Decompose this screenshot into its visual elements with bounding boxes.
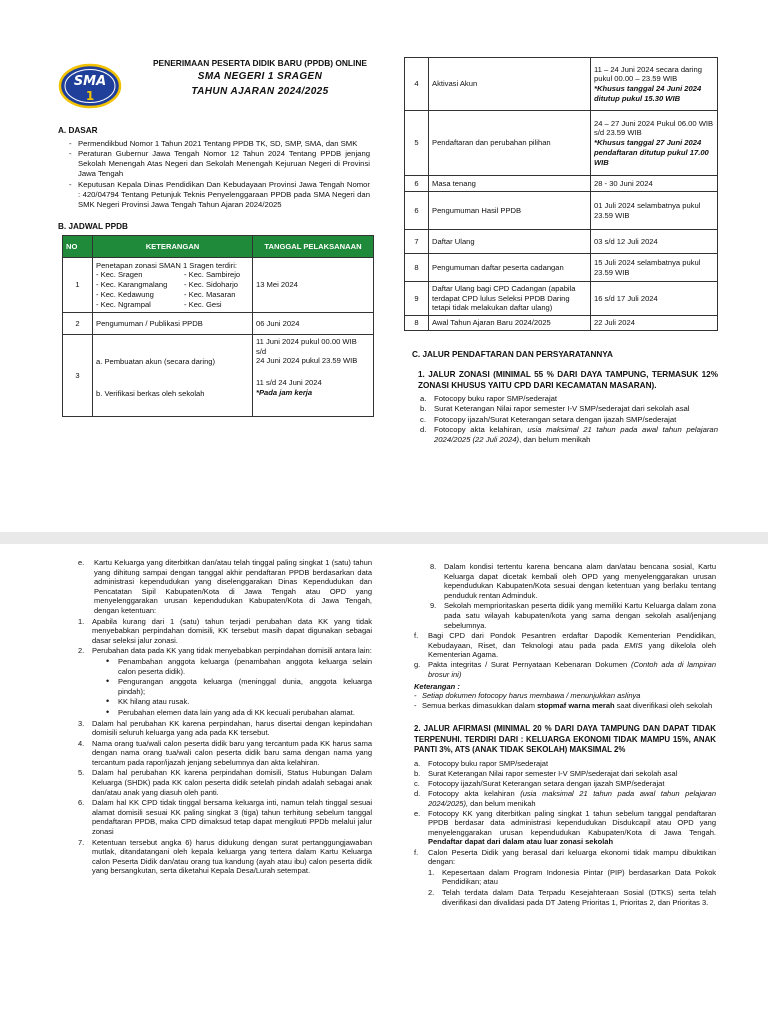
row-date: 01 Juli 2024 selambatnya pukul 23.59 WIB [591,192,718,230]
row3-date-2: s/d [256,346,267,356]
item-marker: f. [414,847,419,857]
row3-item-a: a. Pembuatan akun (secara daring) [96,356,216,366]
dasar-item: - Peraturan Gubernur Jawa Tengah Nomor 12 Tahun 2024 Tentang PPDB jenjang Sekolah Menengah Atas Negeri dan Sekolah Menengah Kejuruan Negeri di Provinsi Jawa Tengah [68,149,370,179]
item-marker: f. [414,631,419,641]
dasar-item: - Keputusan Kepala Dinas Pendidikan Dan Kebudayaan Provinsi Jawa Tengah Nomor : 420/04794 Tentang Petunjuk Teknis Penyelenggaraan PPDB pada SMA Negeri dan SMK Negeri Provinsi Jawa Tengah Tahun Ajaran 2024/2025 [68,180,370,210]
row-keterangan: Pengumuman / Publikasi PPDB [93,313,253,335]
item-text: Fotocopy KK yang diterbitkan paling singkat 1 tahun sebelum tanggal pendaftaran PPDB berdasar data administrasi kependudukan Disdukcapil atau OPD yang menyelenggarakan urusan kependudukan Kabupaten/Kota di Jawa Tengah. [428,808,716,837]
requirement-item [414,848,716,908]
requirement-item [420,425,718,445]
dasar-list [68,139,370,210]
table-row [63,258,374,313]
keterangan-title: Keterangan : [414,681,460,691]
requirement-item [414,809,716,847]
item-text: Dalam hal perubahan KK karena perpindahan, harus disertai dengan kepindahan domisili seluruh keluarga yang ada pada KK tersebut. [92,718,372,738]
item-text: Fotocopy akta kelahiran [428,789,521,799]
table-row [405,192,718,230]
item-text: Fotocopy ijazah/Surat Keterangan setara dengan ijazah SMP/sederajat [428,778,665,788]
ketentuan-list [78,617,372,876]
table-row [405,254,718,282]
list-item [78,646,372,717]
bullet-item: • KK hilang atau rusak. [106,697,372,707]
jalur-afirmasi-requirements [414,759,716,907]
row-no: 6 [405,192,429,230]
kecamatan-item: - Kec. Ngrampal [96,299,151,309]
row-keterangan: Daftar Ulang [429,230,591,254]
header-school-name: SMA NEGERI 1 SRAGEN [197,70,323,82]
item-text: dan belum menikah [468,798,536,808]
bullet-item: • Penambahan anggota keluarga (penambahan anggota keluarga selain calon peserta didik). [106,657,372,676]
item-text: saat diverifikasi oleh sekolah [614,700,713,710]
table-row [405,230,718,254]
row-keterangan: Masa tenang [429,176,591,192]
item-marker: 1. [78,616,85,626]
table-row [405,316,718,331]
brochure-page-2 [0,544,768,1024]
item-text: Fotocopy ijazah/Surat Keterangan setara dengan ijazah SMP/sederajat [434,414,677,424]
jalur-zonasi [418,370,718,445]
row-date-text: 11 – 24 Juni 2024 secara daring pukul 00.00 – 23.59 WIB [594,64,702,84]
item-marker: e. [414,808,421,818]
section-a-title: A. DASAR [58,126,98,135]
row-keterangan: Pengumuman daftar peserta cadangan [429,254,591,282]
item-marker: b. [414,768,421,778]
item-marker: g. [414,660,421,670]
item-marker: 3. [78,718,85,728]
kecamatan-item: - Kec. Gesi [184,299,222,309]
row-keterangan [93,335,253,417]
row-no: 3 [63,335,93,417]
dasar-item: - Permendikbud Nomor 1 Tahun 2021 Tentang PPDB TK, SD, SMP, SMA, dan SMK [68,139,370,149]
left-column [78,558,372,877]
sub-list [428,868,716,907]
item-marker: b. [420,404,427,414]
row-note: *Khusus tanggal 24 Juni 2024 ditutup pukul 15.30 WIB [594,84,702,103]
item-marker: e. [78,558,85,567]
row-date: 22 Juli 2024 [591,316,718,331]
logo-text-sma: SMA [73,74,107,89]
row-no: 9 [405,282,429,316]
school-logo [58,62,122,110]
row3-date-1: 11 Juni 2024 pukul 00.00 WIB [256,337,357,346]
list-item [78,768,372,797]
requirement-item [420,404,718,414]
item-text: , dan belum menikah [519,434,591,444]
logo-text-one: 1 [85,89,95,103]
jalur-afirmasi-title: 2. JALUR AFIRMASI (MINIMAL 20 % DARI DAYA TAMPUNG DAN DAPAT TIDAK TERPENUHI. TERDIRI DARI : KELUARGA EKONOMI TIDAK MAMPU 15%, ANAK PANTI 3%, ATS (ANAK TIDAK SEKOLAH) MAKSIMAL 2% [414,724,716,754]
schedule-table-1 [62,235,374,417]
row-no: 6 [405,176,429,192]
item-text: Pakta integritas / Surat Pernyataan Kebenaran Dokumen [428,660,631,670]
row3-note: *Pada jam kerja [256,387,313,397]
row-keterangan: Pendaftaran dan perubahan pilihan [429,111,591,176]
item-e [78,558,372,616]
brochure-header [130,58,390,98]
item-marker: 5. [78,768,85,778]
table-row [405,176,718,192]
item-text-bold: stopmaf warna merah [537,700,615,710]
item-marker: c. [414,778,420,788]
item-text: Fotocopy akta kelahiran, [434,425,528,435]
kecamatan-item: - Kec. Kedawung [96,289,154,299]
list-item [78,719,372,738]
row-date-text: 24 – 27 Juni 2024 Pukul 06.00 WIB s/d 23.59 WIB [594,118,714,138]
row-no: 8 [405,316,429,331]
list-item [414,660,716,679]
row-date: 06 Juni 2024 [253,313,374,335]
item-marker: 4. [78,738,85,748]
item-text: Apabila kurang dari 1 (satu) tahun terjadi perubahan data KK yang tidak menyebabkan perpindahan domisili, KK tersebut masih dapat digunakan sebagai dasar seleksi jalur zonasi. [92,616,372,645]
item-text: Surat Keterangan Nilai rapor semester I-V SMP/sederajat dari sekolah asal [428,768,678,778]
table-row [405,282,718,316]
list-item [430,601,716,630]
row3-item-b: b. Verifikasi berkas oleh sekolah [96,388,205,398]
item-text: Bagi CPD dari Pondok Pesantren erdaftar Dapodik Kementerian Pendidikan, Kebudayaan, Riset, dan Teknologi atau pada pada [428,631,716,650]
item-text: Dalam kondisi tertentu karena bencana alam dan/atau bencana sosial, Kartu Keluarga dapat dicetak kembali oleh OPD yang menyelenggarakan urusan kependudukan Kabupaten/Kota sesuai dengan ketentuan yang berlaku tentang penduduk rentan Adminduk. [444,562,716,600]
jalur-zonasi-title: 1. JALUR ZONASI (MINIMAL 55 % DARI DAYA TAMPUNG, TERMASUK 12% ZONASI KHUSUS YAITU CPD DARI KECAMATAN MASARAN). [418,370,718,390]
item-text: Dalam hal perubahan KK karena perpindahan domisili, Status Hubungan Dalam Keluarga (SHDK) pada KK calon peserta didik setelah pindah adalah sebagai anak dan/atau anak yang diasuh oleh panti. [92,768,372,797]
item-text-italic: usia maksimal 21 tahun pada awal tahun pelajaran 2024/2025 (22 Juli 2024) [434,425,718,444]
item-marker: 7. [78,837,85,847]
kecamatan-item: - Kec. Sambirejo [184,270,241,280]
row-no: 1 [63,258,93,313]
list-item [430,562,716,600]
bullet-item: • Pengurangan anggota keluarga (meninggal dunia, anggota keluarga pindah); [106,677,372,696]
row-date [253,335,374,417]
keterangan-list [414,691,716,710]
item-text-italic: (Contoh ada di lampiran brosur ini) [428,660,716,680]
item-text-bold: Pendaftar dapat dari dalam atau luar zonasi sekolah [428,837,614,847]
item-marker: 8. [430,562,437,571]
section-dasar [58,126,370,211]
row-keterangan: Pengumuman Hasil PPDB [429,192,591,230]
row-no: 2 [63,313,93,335]
keterangan-item: - Setiap dokumen fotocopy harus membawa / menunjukkan aslinya [414,691,716,701]
table-row [405,58,718,111]
table-row [405,111,718,176]
kecamatan-columns [96,270,249,309]
bullet-list [106,657,372,718]
item-text: Perubahan data pada KK yang tidak menyebabkan perpindahan domisili antara lain: [92,646,372,656]
item-text: yang dikelola oleh Kementerian Agama. [428,640,716,660]
row-date: 13 Mei 2024 [253,258,374,313]
row-keterangan: Aktivasi Akun [429,58,591,111]
item-text: Telah terdata dalam Data Terpadu Kesejahteraan Sosial (DTKS) serta telah diverifikasi dan divalidasi pada DT Jateng Prioritas 1, Prioritas 2, dan Prioritas 3. [442,887,716,907]
zonasi-intro: Penetapan zonasi SMAN 1 Sragen terdiri: [96,260,237,270]
table-row [63,335,374,417]
item-text: Fotocopy buku rapor SMP/sederajat [434,394,558,403]
item-text: Calon Peserta Didik yang berasal dari keluarga ekonomi tidak mampu dibuktikan dengan: [428,847,716,867]
item-text-italic: EMIS [624,640,643,650]
list-item [428,868,716,887]
list-item [414,631,716,660]
requirement-item [414,759,716,769]
item-marker: 6. [78,798,85,808]
header-line-1: PENERIMAAN PESERTA DIDIK BARU (PPDB) ONLINE [152,58,368,68]
item-text: Fotocopy buku rapor SMP/sederajat [428,758,549,768]
kecamatan-item: - Kec. Masaran [184,289,236,299]
item-marker: 2. [78,646,85,656]
section-c-title: C. JALUR PENDAFTARAN DAN PERSYARATANNYA [412,350,613,359]
bullet-item: • Perubahan elemen data lain yang ada di KK kecuali perubahan alamat. [106,708,372,718]
item-text: Semua berkas dimasukkan dalam [422,700,538,710]
table-header-row [63,236,374,258]
header-tanggal: TANGGAL PELAKSANAAN [253,236,374,258]
item-e-intro: Kartu Keluarga yang diterbitkan dan/atau telah tinggal paling singkat 1 (satu) tahun yang dihitung sampai dengan tanggal akhir pendaftaran PPDB berdasarkan data administrasi kependudukan yang diselenggarakan Dinas Kependudukan dan Pencatatan Sipil Kabupaten/Kota di Jawa Tengah atau OPD yang menyelenggarakan urusan kependudukan Kabupaten/Kota di Jawa Tengah, dengan ketentuan: [94,558,372,615]
section-b-title: B. JADWAL PPDB [58,222,128,231]
item-text: Ketentuan tersebut angka 6) harus didukung dengan surat pertanggungjawaban mutlak, ditandatangani oleh kepala keluarga yang tertera dalam Kartu Keluarga calon Peserta Didik dan/atau orang tua kandung (ayah atau ibu) calon peserta didik yang bersangkutan, serta diketahui Kepala Desa/Lurah setempat. [92,837,372,876]
row3-date-3: 24 Juni 2024 pukul 23.59 WIB [256,356,358,366]
requirement-item [414,789,716,808]
row3-date-4: 11 s/d 24 Juni 2024 [256,378,322,388]
item-marker: 1. [428,867,435,877]
schedule-table-2 [404,57,718,331]
item-marker: c. [420,414,426,424]
item-marker: d. [414,789,421,799]
row-keterangan: Daftar Ulang bagi CPD Cadangan (apabila terdapat CPD lulus Seleksi PPDB Daring tetapi tidak melakukan daftar ulang) [429,282,591,316]
jalur-zonasi-requirements [420,394,718,445]
kecamatan-item: - Kec. Sidoharjo [184,280,239,290]
row-no: 8 [405,254,429,282]
item-text-italic: (usia maksimal 21 tahun pada awal tahun pelajaran 2024/2025), [428,789,717,808]
row-date: 03 s/d 12 Juli 2024 [591,230,718,254]
item-text: Kepesertaan dalam Program Indonesia Pintar (PIP) berdasarkan Data Pokok Pendidikan; atau [442,867,716,887]
item-marker: 9. [430,601,437,611]
row-no: 7 [405,230,429,254]
item-marker: a. [420,394,427,403]
table-row [63,313,374,335]
row-keterangan: Awal Tahun Ajaran Baru 2024/2025 [429,316,591,331]
requirement-item [414,779,716,789]
header-keterangan: KETERANGAN [93,236,253,258]
kecamatan-item: - Kec. Sragen [96,270,143,280]
list-item [78,739,372,768]
row-no: 4 [405,58,429,111]
item-marker: a. [414,758,421,768]
list-item [78,798,372,836]
row-no: 5 [405,111,429,176]
header-academic-year: TAHUN AJARAN 2024/2025 [191,85,329,97]
keterangan-item [414,701,716,711]
item-marker: d. [420,425,427,435]
list-item [78,617,372,646]
kecamatan-right [184,270,240,309]
row-date: 15 Juli 2024 selambatnya pukul 23.59 WIB [591,254,718,282]
row-date: 16 s/d 17 Juli 2024 [591,282,718,316]
requirement-item [420,394,718,404]
header-no: NO [63,236,93,258]
right-column [414,562,716,908]
row-note: *Khusus tanggal 27 Juni 2024 pendaftaran ditutup pukul 17.00 WIB [594,138,709,167]
row-date: 28 - 30 Juni 2024 [591,176,718,192]
ketentuan-list-cont [430,562,716,630]
item-marker: 2. [428,887,435,897]
items-f-g [414,631,716,679]
requirement-item [420,415,718,425]
row-date [591,58,718,111]
row-keterangan [93,258,253,313]
list-item [78,838,372,876]
requirement-item [414,769,716,779]
item-text: Sekolah memprioritaskan peserta didik yang memiliki Kartu Keluarga dalam zona pada satu wilayah kabupaten/kota yang sama dengan sekolah asal/jenjang sebelumnya. [444,601,716,630]
kecamatan-item: - Kec. Karangmalang [96,280,168,290]
item-text: Surat Keterangan Nilai rapor semester I-V SMP/sederajat dari sekolah asal [434,404,690,414]
item-text: Dalam hal KK CPD tidak tinggal bersama keluarga inti, namun telah tinggal sesuai alamat domisili sesuai KK paling singkat 3 (tiga) tahun terhitung sebelum tanggal pendaftaran PPDB, maka CPD dimaksud tetap dapat mengikuti PPDb melalui jalur zonasi [92,798,372,837]
list-item [428,888,716,907]
kecamatan-left [96,270,184,309]
keterangan-block [414,682,716,711]
item-text: Nama orang tua/wali calon peserta didik baru yang tercantum pada KK harus sama dengan nama orang tua/wali calon peserta didik baru sama dengan nama yang tercantum pada rapor/ijazah jenjang sebelumnya dan akta kelahiran. [92,738,372,767]
row-date [591,111,718,176]
